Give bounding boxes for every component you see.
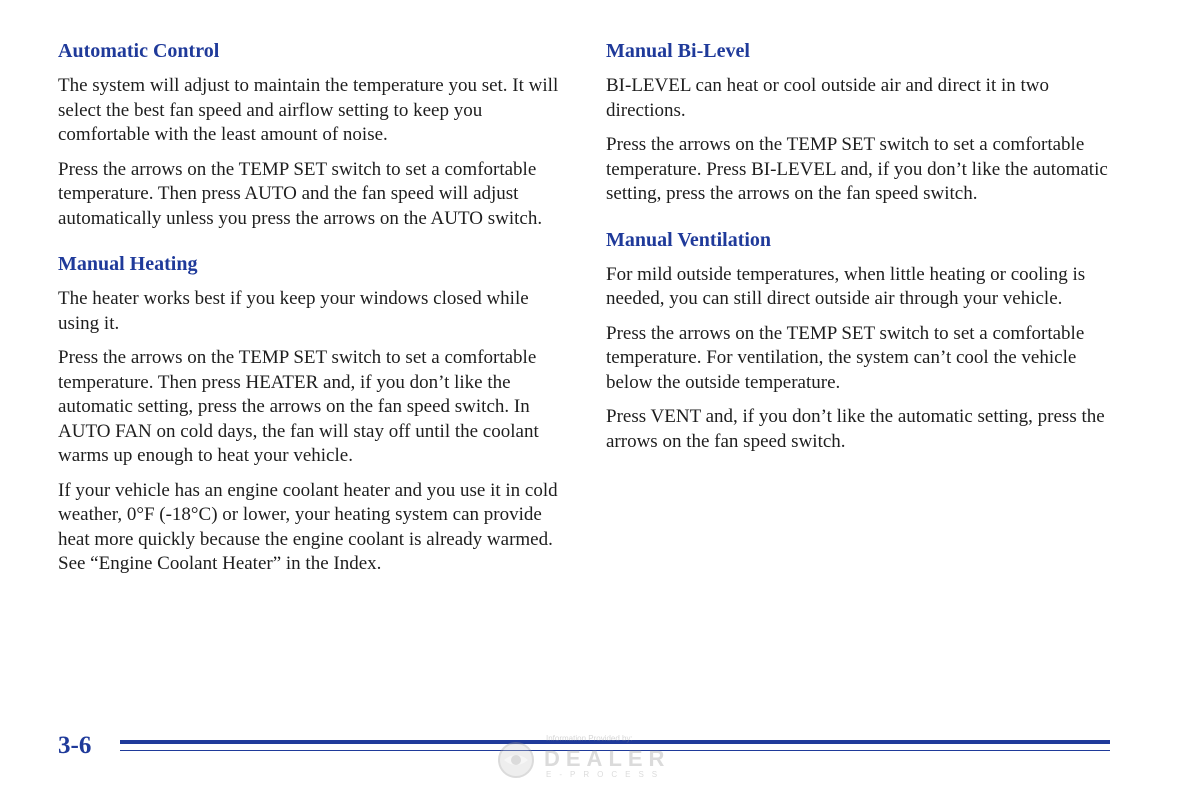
- section-heading-manual-ventilation: Manual Ventilation: [606, 228, 772, 251]
- paragraph: Press VENT and, if you don’t like the automatic setting, press the arrows on the fan speed switch.: [606, 406, 1105, 452]
- left-column: [58, 38, 573, 587]
- watermark-brand: DEALER: [544, 746, 671, 771]
- section-heading-automatic-control: Automatic Control: [58, 40, 220, 62]
- watermark-subtitle: E-PROCESS: [546, 770, 666, 779]
- dealer-watermark: [496, 734, 706, 784]
- watermark-note: Information Provided by:: [546, 734, 633, 743]
- paragraph: Press the arrows on the TEMP SET switch to set a comfortable temperature. Then press AUTO and the fan speed will adjust automatically unless you press the arrows on the AUTO switch.: [58, 158, 543, 229]
- paragraph: Press the arrows on the TEMP SET switch to set a comfortable temperature. Then press HEATER and, if you don’t like the automatic setting, press the arrows on the fan speed switch. In AUTO FAN on cold days, the fan will stay off until the coolant warms up enough to heat your vehicle.: [58, 347, 539, 466]
- paragraph: For mild outside temperatures, when little heating or cooling is needed, you can still direct outside air through your vehicle.: [606, 263, 1086, 309]
- page-number: 3-6: [58, 732, 92, 759]
- paragraph: Press the arrows on the TEMP SET switch to set a comfortable temperature. For ventilation, the system can’t cool the vehicle below the outside temperature.: [606, 322, 1085, 393]
- section-heading-manual-bi-level: Manual Bi-Level: [606, 40, 750, 62]
- globe-logo-icon: [496, 740, 536, 780]
- right-column: [606, 38, 1126, 464]
- paragraph: The system will adjust to maintain the temperature you set. It will select the best fan speed and airflow setting to keep you comfortable with the least amount of noise.: [58, 75, 559, 145]
- paragraph: Press the arrows on the TEMP SET switch to set a comfortable temperature. Press BI-LEVEL and, if you don’t like the automatic setting, press the arrows on the fan speed switch.: [606, 134, 1108, 204]
- paragraph: BI-LEVEL can heat or cool outside air and direct it in two directions.: [606, 75, 1050, 121]
- paragraph: The heater works best if you keep your windows closed while using it.: [58, 288, 529, 334]
- section-heading-manual-heating: Manual Heating: [58, 253, 198, 275]
- paragraph: If your vehicle has an engine coolant heater and you use it in cold weather, 0°F (-18°C) or lower, your heating system can provide heat more quickly because the engine coolant is already warmed. See “Engine Coolant Heater” in the Index.: [58, 479, 558, 574]
